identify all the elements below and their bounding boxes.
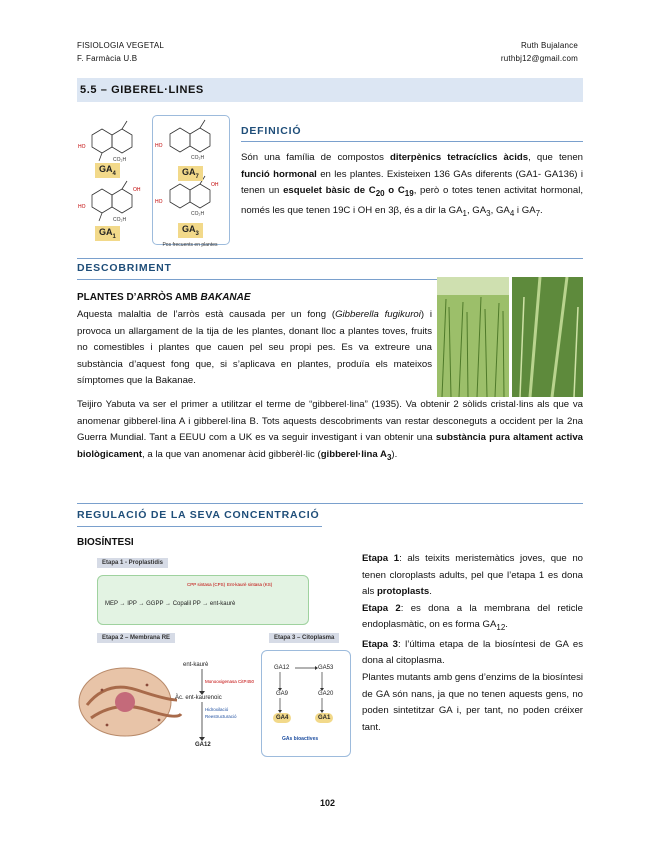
regulacio-heading: REGULACIÓ DE LA SEVA CONCENTRACIÓ bbox=[77, 509, 320, 521]
svg-text:OH: OH bbox=[133, 187, 141, 193]
bakanae-subheading: PLANTES D’ARRÒS AMB BAKANAE bbox=[77, 292, 251, 303]
rice-stem-image bbox=[512, 277, 583, 397]
pw-ga1: GA1 bbox=[315, 713, 333, 723]
biosintesi-text: Etapa 1: als teixits meristemàtics joves, que no tenen cloroplasts adults, pel que l’etapa 1 es dona als protoplasts. Etapa 2: es dona a la membrana del reticle endoplasmàtic, on es forma $GA_{12}$. Etapa 3: l’última etapa de la biosíntesi de GA es dona al citoplasma. Plantes mutants amb gens d’enzims de la biosíntesi de GA són nans, ja que no tenen aquests gens, no poden sintetitzar GA i, per tant, no poden créixer tant. bbox=[362, 553, 583, 733]
pw-etapa3-arrows-icon bbox=[261, 650, 349, 730]
author-email: ruthbj12@gmail.com bbox=[500, 54, 578, 63]
pw-entkaure: ent-kaurè bbox=[183, 662, 209, 668]
ga1-label: $GA_1$ bbox=[95, 226, 120, 241]
molecule-figure-right bbox=[152, 115, 230, 245]
ga7-label: $GA_7$ bbox=[178, 166, 203, 181]
ga3-label: $GA_3$ bbox=[178, 223, 203, 238]
section-title: 5.5 – GIBEREL·LINES bbox=[80, 84, 204, 96]
biosintesi-subheading: BIOSÍNTESI bbox=[77, 537, 134, 548]
pw-hidroxilacio: Hidroxilació bbox=[205, 707, 229, 712]
molecule-caption: Pos frecuents en plantes bbox=[162, 242, 218, 248]
pw-ga12: GA12 bbox=[274, 665, 290, 671]
page-header-left bbox=[77, 39, 164, 65]
page-number: 102 bbox=[319, 798, 336, 808]
biosynthesis-pathway-figure bbox=[77, 555, 352, 760]
molecule-figure-left bbox=[77, 115, 147, 245]
svg-text:CO₂H: CO₂H bbox=[191, 155, 205, 161]
rice-field-icon bbox=[437, 277, 509, 397]
etapa1-chain: MEP → IPP → GGPP → Copalil PP → ent-kaurè bbox=[105, 601, 236, 607]
descobriment-underline bbox=[77, 279, 437, 280]
etapa1-title: Etapa 1 - Proplastidis bbox=[97, 558, 168, 568]
ga4-label: $GA_4$ bbox=[95, 163, 120, 178]
definicio-underline bbox=[241, 141, 583, 142]
pw-bioactives: GAs bioactives bbox=[282, 736, 319, 742]
pw-ga4: GA4 bbox=[273, 713, 291, 723]
svg-text:HO: HO bbox=[78, 144, 86, 150]
section-title-bar bbox=[77, 78, 583, 102]
pw-vertical-arrow-icon bbox=[197, 669, 207, 741]
rice-stem-icon bbox=[512, 277, 583, 397]
page-header-right bbox=[501, 39, 578, 65]
pw-ga12-er: GA12 bbox=[195, 742, 211, 748]
svg-text:CO₂H: CO₂H bbox=[191, 211, 205, 217]
regulacio-top-line bbox=[77, 503, 583, 504]
descobriment-top-line bbox=[77, 258, 583, 259]
author-name: Ruth Bujalance bbox=[520, 41, 578, 50]
svg-text:HO: HO bbox=[155, 143, 163, 149]
rice-field-image bbox=[437, 277, 509, 397]
definicio-heading: DEFINICIÓ bbox=[241, 125, 302, 137]
pw-reestructuracio: Reestructuració bbox=[205, 714, 237, 719]
svg-text:CO₂H: CO₂H bbox=[113, 217, 127, 223]
svg-text:HO: HO bbox=[155, 199, 163, 205]
svg-text:HO: HO bbox=[78, 204, 86, 210]
etapa3-title: Etapa 3 – Citoplasma bbox=[269, 633, 339, 643]
etapa2-title: Etapa 2 – Membrana RE bbox=[97, 633, 175, 643]
svg-text:OH: OH bbox=[211, 182, 219, 188]
pw-ga20: GA20 bbox=[318, 691, 334, 697]
descobriment-heading: DESCOBRIMENT bbox=[77, 262, 172, 274]
enzyme-cps: CPP sintasa (CPS) bbox=[187, 582, 226, 587]
pw-ga9: GA9 bbox=[276, 691, 289, 697]
definicio-text: Són una família de compostos diterpènics tetracíclics àcids, que tenen funció hormonal en les plantes. Existeixen 136 GAs diferents (GA1- GA136) i tenen un esquelet bàsic de $C_{20}$ o $C_{19}$, però o totes tenen activitat hormonal, només les que tenen 19C i OH en 3β, és a dir la $GA_1$, $GA_3$, $GA_4$ i $GA_7$. bbox=[241, 152, 584, 218]
enzyme-ks: Ent-kaurè sintasa (KS) bbox=[227, 582, 273, 587]
faculty-name: F. Farmàcia U.B bbox=[77, 54, 138, 63]
svg-text:CO₂H: CO₂H bbox=[113, 157, 127, 163]
pw-ga53: GA53 bbox=[318, 665, 334, 671]
pw-monooxigenasa: Monooxigenasa CitP450 bbox=[205, 679, 255, 684]
yabuta-text: Teijiro Yabuta va ser el primer a utilitzar el terme de “gibberel·lina” (1935). Va obtenir 2 sòlids cristal·lins als que va anomenar gibberel·lina A i gibberel·lina B. Tots aquests descobriments van restar desconeguts a occident per la 2na Guerra Mundial. Tant a EEUU com a UK es va seguir investigant i van obtenir una substància pura altament activa biològicament, a la que van anomenar àcid gibberèl·lic (gibberel·lina $A_3$). bbox=[77, 399, 583, 462]
bakanae-text: Aquesta malaltia de l’arròs està causada per un fong (Gibberella fugikuroi) i provoca un allargament de la tija de les plantes, donant lloc a plantes toves, fruits no comestibles i plantes que cauen pel seu propi pes. Es va extreure una substància d’aquest fong que, si s’aplicava en plantes, produïa els mateixos símptomes que la Bakanae. bbox=[77, 309, 432, 387]
course-name: FISIOLOGIA VEGETAL bbox=[77, 41, 165, 50]
regulacio-underline bbox=[77, 526, 322, 527]
pw-acid: Àc. ent-kaurenoic bbox=[175, 695, 222, 701]
